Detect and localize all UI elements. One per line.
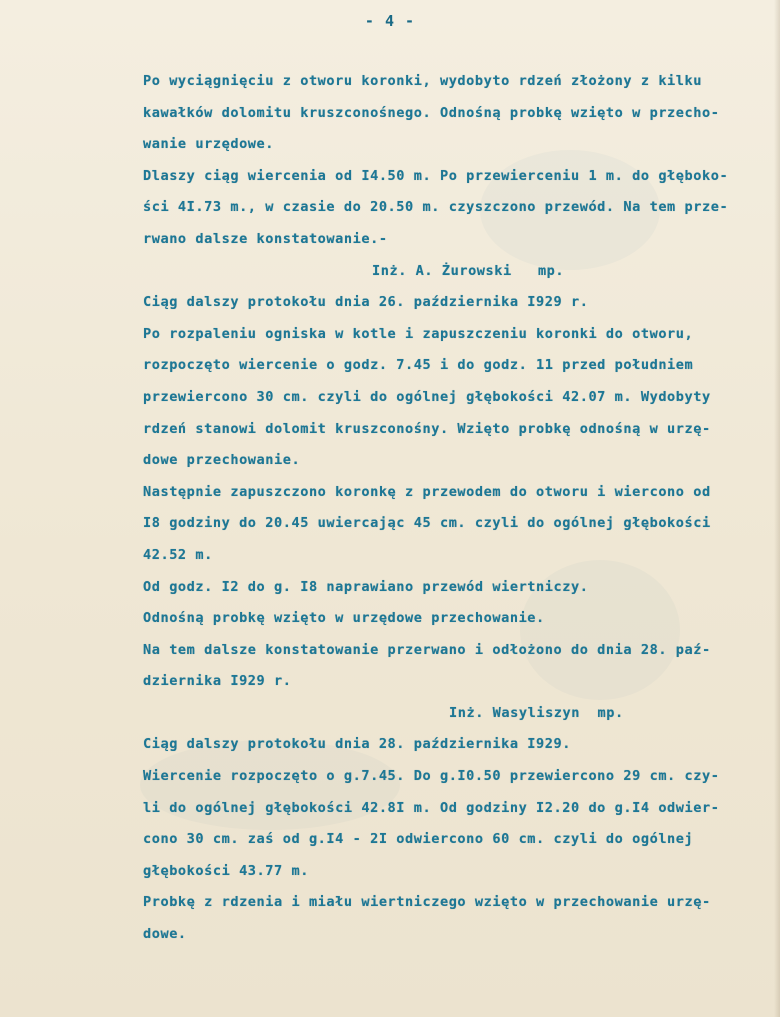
text-line: Dlaszy ciąg wiercenia od I4.50 m. Po przewierceniu 1 m. do głęboko-	[143, 167, 729, 184]
text-line: Następnie zapuszczono koronkę z przewodem do otworu i wiercono od	[143, 483, 711, 500]
text-line: Odnośną probkę wzięto w urzędowe przechowanie.	[143, 610, 545, 627]
text-line: Po wyciągnięciu z otworu koronki, wydobyto rdzeń złożony z kilku	[143, 73, 702, 89]
paper-edge-shadow	[774, 0, 780, 1017]
text-line: wanie urzędowe.	[143, 136, 275, 153]
section-heading: Ciąg dalszy protokołu dnia 28. października I929.	[143, 736, 571, 753]
text-line: dowe przechowanie.	[143, 452, 301, 469]
text-line: ści 4I.73 m., w czasie do 20.50 m. czyszczono przewód. Na tem prze-	[143, 199, 729, 216]
text-line: rdzeń stanowi dolomit kruszconośny. Wzięto probkę odnośną w urzę-	[143, 420, 711, 437]
page-number: - 4 -	[364, 12, 416, 30]
text-line: dziernika I929 r.	[143, 673, 292, 690]
text-line: I8 godziny do 20.45 uwiercając 45 cm. czyli do ogólnej głębokości	[143, 515, 711, 532]
text-line: rwano dalsze konstatowanie.-	[143, 230, 388, 247]
text-line: dowe.	[143, 926, 187, 943]
signature-line: Inż. Wasyliszyn mp.	[449, 704, 624, 721]
text-line: Na tem dalsze konstatowanie przerwano i odłożono do dnia 28. paź-	[143, 641, 711, 658]
text-line: Od godz. I2 do g. I8 naprawiano przewód wiertniczy.	[143, 578, 589, 595]
text-line: przewiercono 30 cm. czyli do ogólnej głębokości 42.07 m. Wydobyty	[143, 388, 711, 405]
text-line: Po rozpaleniu ogniska w kotle i zapuszczeniu koronki do otworu,	[143, 325, 694, 342]
section-heading: Ciąg dalszy protokołu dnia 26. października I929 r.	[143, 294, 589, 311]
text-line: 42.52 m.	[143, 546, 213, 563]
text-line: głębokości 43.77 m.	[143, 862, 309, 879]
text-line: rozpoczęto wiercenie o godz. 7.45 i do godz. 11 przed południem	[143, 357, 694, 374]
typed-text-body	[143, 66, 773, 951]
text-line: Wiercenie rozpoczęto o g.7.45. Do g.I0.50 przewiercono 29 cm. czy-	[143, 768, 720, 785]
text-line: Probkę z rdzenia i miału wiertniczego wzięto w przechowanie urzę-	[143, 894, 711, 911]
text-line: li do ogólnej głębokości 42.8I m. Od godziny I2.20 do g.I4 odwier-	[143, 799, 720, 816]
text-line: cono 30 cm. zaś od g.I4 - 2I odwiercono 60 cm. czyli do ogólnej	[143, 831, 694, 848]
text-line: kawałków dolomitu kruszconośnego. Odnośną probkę wzięto w przecho-	[143, 104, 720, 121]
signature-line: Inż. A. Żurowski mp.	[372, 262, 565, 279]
